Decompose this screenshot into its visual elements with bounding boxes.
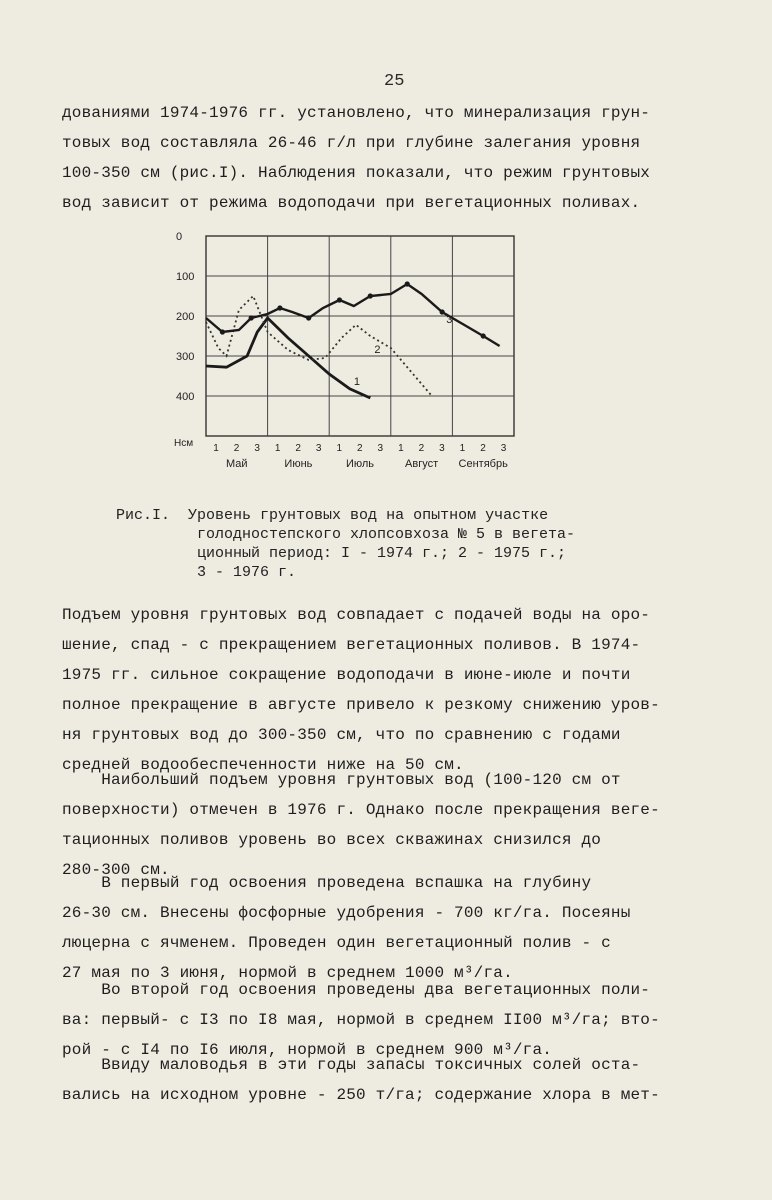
chart-svg [160,222,530,484]
text-line: Наибольший подъем уровня грунтовых вод (100-120 см от [62,771,621,789]
x-month-label: Июнь [284,458,313,470]
series-point-3 [306,315,311,320]
series-point-3 [405,281,410,286]
caption-text: 3 - 1976 г. [197,564,297,581]
text-line: поверхности) отмечен в 1976 г. Однако после прекращения веге- [62,801,660,819]
text-line: Подъем уровня грунтовых вод совпадает с подачей воды на оро- [62,606,651,624]
paragraph-first-year [62,868,722,988]
text-line: 26-30 см. Внесены фосфорные удобрения - 700 кг/га. Посеяны [62,904,631,922]
text-line: 100-350 см (рис.I). Наблюдения показали, что режим грунтовых [62,164,651,182]
series-point-3 [277,305,282,310]
x-month-label: Май [226,458,248,470]
x-decade-tick-label: 1 [336,443,343,454]
x-decade-tick-label: 1 [213,443,219,454]
text-line: 27 мая по 3 июня, нормой в среднем 1000 м³/га. [62,964,513,982]
caption-label: Рис.I. [116,507,171,524]
x-decade-tick-label: 2 [233,443,240,454]
text-line: люцерна с ячменем. Проведен один вегетационный полив - с [62,934,611,952]
series-label-1: 1 [353,375,360,388]
text-line: товых вод составляла 26-46 г/л при глубине залегания уровня [62,134,641,152]
text-line: вались на исходном уровне - 250 т/га; содержание хлора в мет- [62,1086,660,1104]
caption-text: голодностепского хлопсовхоза № 5 в вегета- [197,526,576,543]
x-decade-tick-label: 3 [500,443,507,454]
text-line: Во второй год освоения проведены два вегетационных поли- [62,981,651,999]
text-line: 280-300 см. [62,861,170,879]
caption-text: ционный период: I - 1974 г.; 2 - 1975 г.; [197,545,567,562]
series-line-3 [206,284,500,346]
text-line: 1975 гг. сильное сокращение водоподачи в июне-июле и почти [62,666,631,684]
caption-text: Уровень грунтовых вод на опытном участке [188,507,549,524]
plot-frame [206,236,514,436]
text-line: Ввиду маловодья в эти годы запасы токсичных солей оста- [62,1056,641,1074]
series-label-3: 3 [446,314,453,327]
text-line: вод зависит от режима водоподачи при вегетационных поливах. [62,194,641,212]
text-line: дованиями 1974-1976 гг. установлено, что минерализация грун- [62,104,651,122]
y-tick-label: 100 [176,271,195,283]
series-point-3 [337,297,342,302]
y-tick-label: 200 [176,311,195,323]
x-decade-tick-label: 2 [295,443,301,454]
x-decade-tick-label: 1 [274,443,281,454]
text-line: тационных поливов уровень во всех скважинах снизился до [62,831,602,849]
x-decade-tick-label: 2 [480,443,486,454]
series-label-2: 2 [374,343,381,356]
series-point-3 [220,329,225,334]
page-number: 25 [384,72,405,91]
x-decade-tick-label: 3 [377,443,384,454]
figure-caption [116,506,575,582]
text-line: полное прекращение в августе привело к резкому снижению уров- [62,696,660,714]
x-month-label: Июль [345,458,375,470]
text-line: ва: первый- с I3 по I8 мая, нормой в среднем II00 м³/га; вто- [62,1011,660,1029]
text-line: ня грунтовых вод до 300-350 см, что по сравнению с годами [62,726,621,744]
x-decade-tick-label: 3 [254,443,260,454]
text-line: В первый год освоения проведена вспашка на глубину [62,874,592,892]
x-decade-tick-label: 1 [459,443,466,454]
y-axis-label: Hсм [174,438,194,449]
x-month-label: Август [405,458,439,470]
intro-paragraph [62,98,722,218]
series-point-3 [368,293,373,298]
paragraph-salt-reserves [62,1050,722,1110]
y-tick-label: 0 [176,231,183,243]
caption-first-line [116,506,575,525]
x-decade-tick-label: 2 [357,443,363,454]
x-month-label: Сентябрь [458,458,508,470]
x-decade-tick-label: 3 [315,443,322,454]
groundwater-level-chart [160,222,530,484]
paragraph-max-rise [62,765,722,885]
series-point-3 [440,309,445,314]
y-tick-label: 400 [176,391,195,403]
text-line: рой - с I4 по I6 июля, нормой в среднем 900 м³/га. [62,1041,553,1059]
paragraph-groundwater-rise [62,600,722,780]
series-point-3 [481,333,486,338]
text-line: шение, спад - с прекращением вегетационных поливов. В 1974- [62,636,641,654]
series-point-3 [249,315,254,320]
x-decade-tick-label: 3 [439,443,445,454]
text-line: средней водообеспеченности ниже на 50 см. [62,756,464,774]
x-decade-tick-label: 1 [398,443,404,454]
x-decade-tick-label: 2 [418,443,425,454]
y-tick-label: 300 [176,351,195,363]
